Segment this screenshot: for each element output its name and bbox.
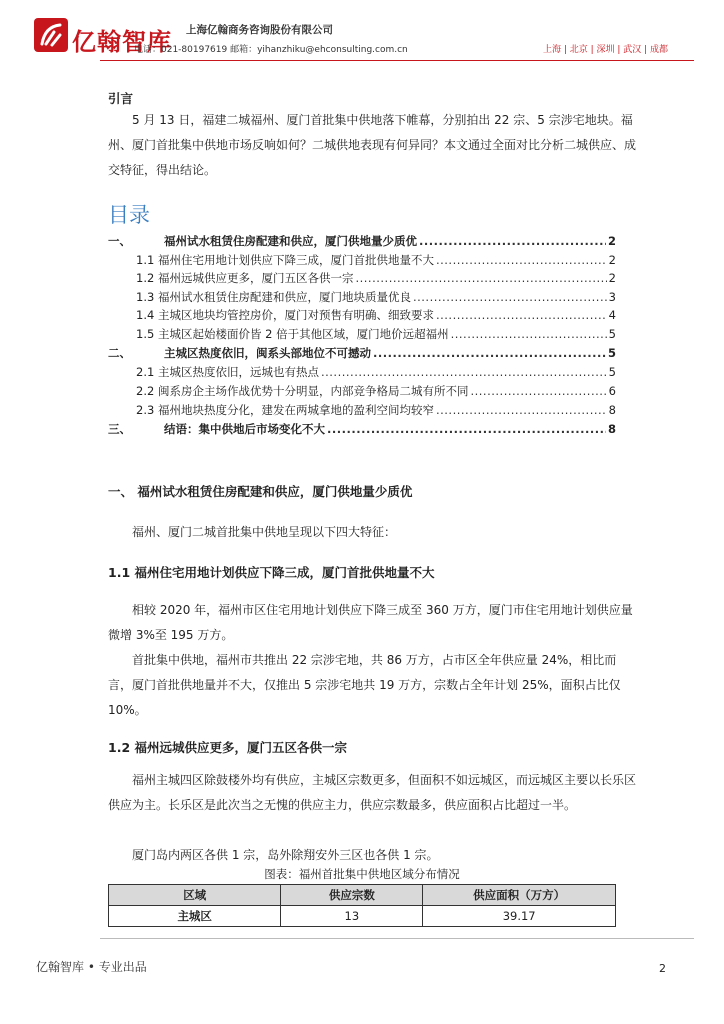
column-header: 区域 <box>109 885 281 906</box>
table-cell: 主城区 <box>109 906 281 927</box>
office-cities: 上海 | 北京 | 深圳 | 武汉 | 成都 <box>542 45 668 55</box>
section-heading: 一、 福州试水租赁住房配建和供应，厦门供地量少质优 <box>108 484 413 499</box>
table-caption: 图表：福州首批集中供地区域分布情况 <box>264 867 460 881</box>
paragraph: 福州主城四区除鼓楼外均有供应，主城区宗数更多，但面积不如远城区，而远城区主要以长乐区供应为主。长乐区是此次当之无愧的供应主力，供应宗数最多，供应面积占比超过一半。 <box>108 773 637 812</box>
page-number: 2 <box>659 962 666 975</box>
subsection-heading: 1.1 福州住宅用地计划供应下降三成，厦门首批供地量不大 <box>108 565 435 580</box>
paragraph: 厦门岛内两区各供 1 宗，岛外除翔安外三区也各供 1 宗。 <box>132 848 439 862</box>
header-divider <box>100 60 694 61</box>
toc-entry[interactable]: 1.4 主城区地块均管控房价，厦门对预售有明确、细致要求 ..... 4 <box>108 306 616 325</box>
toc-entry[interactable]: 1.1 福州住宅用地计划供应下降三成，厦门首批供地量不大 ..... 2 <box>108 251 616 270</box>
intro-paragraph: 5 月 13 日，福建二城福州、厦门首批集中供地落下帷幕，分别拍出 22 宗、5 宗涉宅地块。福州、厦门首批集中供地市场反响如何？二城供地表现有何异同？本文通过全面对比分析二城供应、成交特征，得出结论。 <box>108 113 637 177</box>
column-header: 供应面积（万方） <box>423 885 616 906</box>
toc-entry[interactable]: 一、 福州试水租赁住房配建和供应，厦门供地量少质优 ..... 2 <box>108 232 616 251</box>
footer-divider <box>100 938 694 939</box>
toc-entry[interactable]: 二、 主城区热度依旧，闽系头部地位不可撼动 ..... 5 <box>108 344 616 363</box>
toc-entry[interactable]: 2.3 福州地块热度分化，建发在两城拿地的盈利空间均较窄 ..... 8 <box>108 401 616 420</box>
brand-name: 亿翰智库 <box>72 28 172 56</box>
paragraph: 首批集中供地，福州市共推出 22 宗涉宅地，共 86 万方，占市区全年供应量 24%，相比而言，厦门首批供地量并不大，仅推出 5 宗涉宅地共 19 万方，宗数占全年计划 25%，面积占比仅 10%。 <box>108 653 621 717</box>
logo-icon <box>34 18 68 52</box>
subsection-heading: 1.2 福州远城供应更多，厦门五区各供一宗 <box>108 740 347 755</box>
table-cell: 39.17 <box>423 906 616 927</box>
toc-title: 目录 <box>108 203 150 227</box>
paragraph: 相较 2020 年，福州市区住宅用地计划供应下降三成至 360 万方，厦门市住宅用地计划供应量微增 3%至 195 万方。 <box>108 603 633 642</box>
table-row <box>109 906 616 927</box>
toc-entry[interactable]: 1.3 福州试水租赁住房配建和供应，厦门地块质量优良 ..... 3 <box>108 288 616 307</box>
table-header-row <box>109 885 616 906</box>
intro-heading: 引言 <box>108 91 134 106</box>
footer-text: 亿翰智库 • 专业出品 <box>36 960 147 974</box>
toc-entry[interactable]: 1.2 福州远城供应更多，厦门五区各供一宗 ..... 2 <box>108 269 616 288</box>
company-name: 上海亿翰商务咨询股份有限公司 <box>186 24 333 36</box>
toc-entry[interactable]: 1.5 主城区起始楼面价皆 2 倍于其他区域，厦门地价远超福州 ..... 5 <box>108 325 616 344</box>
toc-entry[interactable]: 三、 结语：集中供地后市场变化不大 ..... 8 <box>108 420 616 439</box>
distribution-table <box>108 884 616 927</box>
table-cell: 13 <box>281 906 423 927</box>
toc-entry[interactable]: 2.2 闽系房企主场作战优势十分明显，内部竞争格局二城有所不同 ..... 6 <box>108 382 616 401</box>
contact-info: 电话：021-80197619 邮箱：yihanzhiku@ehconsulting.com.cn <box>134 45 408 55</box>
column-header: 供应宗数 <box>281 885 423 906</box>
toc-entry[interactable]: 2.1 主城区热度依旧，远城也有热点 ..... 5 <box>108 363 616 382</box>
section-lead: 福州、厦门二城首批集中供地呈现以下四大特征： <box>132 525 397 539</box>
